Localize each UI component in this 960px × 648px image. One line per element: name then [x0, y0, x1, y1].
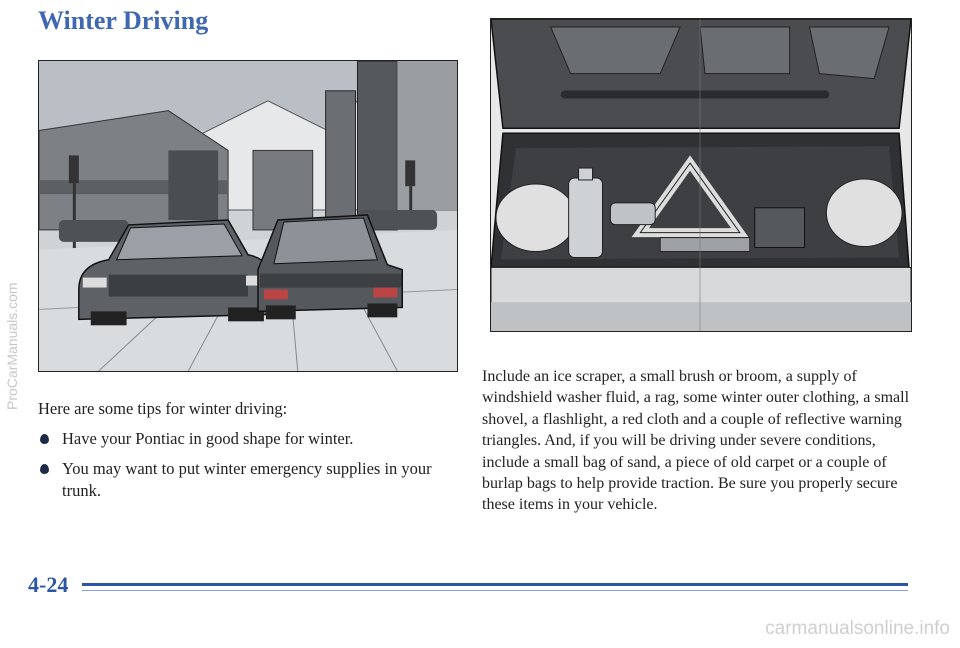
tip-text: You may want to put winter emergency supplies in your trunk.: [62, 459, 432, 500]
trunk-supplies-illustration: [490, 18, 912, 332]
bullet-icon: [40, 434, 49, 444]
bullet-icon: [40, 464, 49, 474]
bottom-watermark: carmanualsonline.info: [765, 618, 950, 639]
tips-list: [40, 428, 460, 510]
side-watermark: ProCarManuals.com: [4, 282, 20, 410]
page-number: 4-24: [28, 572, 69, 597]
page-title: Winter Driving: [38, 6, 209, 35]
intro-text: Here are some tips for winter driving:: [38, 399, 288, 418]
list-item: [40, 458, 460, 502]
supplies-paragraph: Include an ice scraper, a small brush or broom, a supply of windshield washer fluid, a rag, some winter outer clothing, a small shovel, a flashlight, a red cloth and a couple of reflective warning triangles. And, if you will be driving under severe conditions, include a small bag of sand, a piece of old carpet or a couple of burlap bags to help provide traction. Be sure you properly secure these items in your vehicle.: [482, 368, 910, 514]
list-item: [40, 428, 460, 450]
tip-text: Have your Pontiac in good shape for winter.: [62, 429, 354, 448]
footer-rule-thin: [82, 590, 908, 591]
footer-rule: [82, 583, 908, 586]
winter-street-illustration: [38, 60, 458, 372]
